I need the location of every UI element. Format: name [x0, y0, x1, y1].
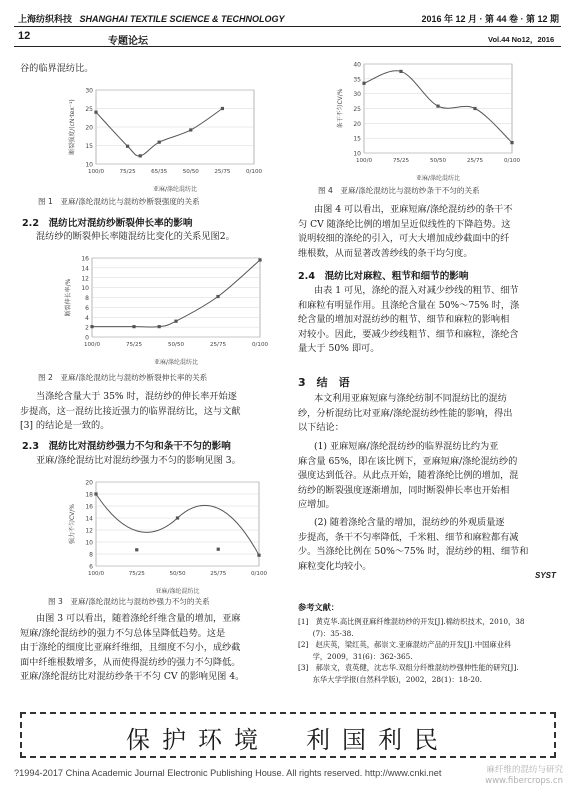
y-tick-label: 14 — [85, 515, 93, 523]
reference-line: 东华大学学报(自然科学版)，2002，28(1)：18-20. — [298, 674, 482, 684]
y-tick-label: 20 — [353, 120, 361, 128]
data-point — [176, 516, 179, 519]
y-tick-label: 20 — [85, 479, 93, 487]
y-tick-label: 10 — [81, 285, 89, 293]
y-tick-label: 25 — [353, 106, 361, 113]
series-line — [92, 260, 260, 327]
data-point — [436, 105, 439, 108]
section-3-title: 3 结 语 — [298, 376, 350, 389]
figure-1-chart — [62, 84, 262, 194]
x-tick-label: 65/35 — [151, 169, 168, 175]
slogan-banner — [20, 712, 556, 758]
paragraph-s22: 混纺纱的断裂伸长率随混纺比变化的关系见图2。 — [36, 231, 235, 242]
reference-line: (7)：35-38. — [298, 628, 354, 638]
y-axis-label: 条干不匀CV/% — [337, 88, 344, 129]
paragraph-p3: 由图 3 可以看出，随着涤纶纤维含量的增加，亚麻 短麻/涤纶混纺纱的强力不匀总体呈降低趋势。这是 由于涤纶的细度比亚麻纤维细，且细度不匀小，成纱截 面中纤维根数增多，从而使得混纺纱的强力不匀降低。 亚麻/涤纶混纺比对混纺纱条干不匀 CV 的影响见图 4。 — [20, 613, 245, 683]
x-axis-label: 亚麻/涤纶混纺比 — [155, 588, 200, 595]
paragraph-s23: 亚麻/涤纶混纺比对混纺纱强力不匀的影响见图 3。 — [36, 455, 241, 466]
y-tick-label: 8 — [85, 295, 89, 302]
x-tick-label: 25/75 — [209, 342, 227, 348]
data-point — [126, 145, 129, 148]
journal-title — [18, 12, 285, 25]
header-rule-2 — [14, 46, 561, 47]
x-tick-label: 100/0 — [87, 571, 105, 577]
data-point — [399, 70, 402, 73]
x-tick-label: 50/50 — [429, 158, 447, 164]
y-axis-label: 断裂伸长率/% — [65, 278, 72, 317]
paragraph-p5: 由表 1 可见，涤纶的混入对减少纱线的粗节、细节 和麻粒有明显作用。且涤纶含量在 50%～75% 时，涤 纶含量的增加对混纺纱的粗节、细节和麻粒的影响相 对较小。因此，要减少纱线粗节、细节和麻粒，涤纶含 量大于 50% 即可。 — [298, 285, 520, 355]
series-line — [96, 494, 259, 555]
x-tick-label: 25/75 — [466, 158, 484, 164]
section-2-2-title: 2.2 混纺比对混纺纱断裂伸长率的影响 — [22, 218, 193, 229]
y-tick-label: 6 — [89, 563, 93, 571]
data-point — [258, 258, 261, 261]
x-tick-label: 50/50 — [182, 169, 199, 175]
data-point — [158, 141, 161, 144]
x-tick-label: 25/75 — [210, 571, 227, 577]
y-tick-label: 2 — [85, 324, 89, 332]
column-name: 专题论坛 — [108, 36, 148, 47]
journal-logo: SYST — [535, 571, 556, 580]
paragraph-p0: 谷的临界混纺比。 — [20, 63, 94, 74]
data-point — [139, 154, 142, 157]
x-tick-label: 0/100 — [250, 571, 267, 577]
y-tick-label: 10 — [85, 161, 93, 169]
y-tick-label: 12 — [85, 527, 93, 535]
journal-title-cn: 上海纺织科技 — [18, 14, 73, 24]
reference-line: [2] 赵庆英，梁红英，郝崇文.亚麻混纺产品的开发[J].中国麻业科 — [298, 640, 512, 649]
y-tick-label: 14 — [81, 265, 89, 273]
y-tick-label: 30 — [353, 91, 361, 99]
figure-2-caption: 图 2 亚麻/涤纶混纺比与混纺纱断裂伸长率的关系 — [38, 373, 208, 382]
section-2-3-title: 2.3 混纺比对混纺纱强力不匀和条干不匀的影响 — [22, 441, 231, 452]
x-tick-label: 50/50 — [167, 342, 185, 348]
y-axis-label: 断裂强度/(cN·tex⁻¹) — [69, 99, 76, 155]
y-tick-label: 30 — [85, 87, 93, 95]
y-tick-label: 20 — [85, 124, 93, 132]
figure-3-chart — [62, 476, 267, 596]
figure-1-caption: 图 1 亚麻/涤纶混纺比与混纺纱断裂强度的关系 — [38, 197, 200, 206]
data-point — [135, 548, 138, 551]
y-tick-label: 10 — [85, 539, 93, 547]
figure-4-chart — [330, 58, 520, 183]
references-list — [298, 616, 556, 685]
data-point — [132, 325, 135, 328]
watermark-line-1: 麻纤维的混纺与研究 — [486, 765, 563, 775]
data-point — [217, 548, 220, 551]
y-tick-label: 12 — [81, 275, 89, 283]
journal-title-en: SHANGHAI TEXTILE SCIENCE & TECHNOLOGY — [79, 14, 285, 24]
paragraph-p8: (2) 随着涤纶含量的增加，混纺纱的外观质量逐 步提高，条干不匀率降低，千米粗、细节和麻粒都有减 少。当涤纶比例在 50%～75% 时，混纺纱的粗、细节和 麻粒变化均较小。 — [298, 517, 529, 572]
data-point — [473, 107, 476, 110]
x-tick-label: 75/25 — [125, 342, 143, 348]
y-tick-label: 0 — [85, 334, 89, 342]
volume-info: Vol.44 No12，2016 — [488, 35, 555, 44]
x-tick-label: 75/25 — [128, 571, 145, 577]
y-tick-label: 15 — [353, 135, 361, 143]
paragraph-p7: (1) 亚麻短麻/涤纶混纺纱的临界混纺比约为亚 麻含量 65%，即在该比例下，亚麻短麻/涤纶混纺纱的 强度达到低谷。从此点开始，随着涤纶比例的增加，混 纺纱的断裂强度逐渐增加，同时断裂伸长率也开始相 应增加。 — [298, 441, 519, 511]
y-tick-label: 35 — [353, 76, 361, 84]
data-point — [94, 111, 97, 114]
data-point — [221, 107, 224, 110]
data-point — [510, 141, 513, 144]
x-tick-label: 25/75 — [214, 169, 231, 175]
x-tick-label: 75/25 — [119, 169, 136, 175]
paragraph-p4: 由图 4 可以看出，亚麻短麻/涤纶混纺纱的条干不 匀 CV 随涤纶比例的增加呈近似线性的下降趋势。这 说明较细的涤纶的引入，可大大增加成纱截面中的纤 维根数，从而显著改善纱线的条干均匀度。 — [298, 204, 513, 259]
references-title: 参考文献： — [298, 602, 339, 612]
x-tick-label: 100/0 — [87, 169, 105, 175]
series-line — [96, 109, 222, 156]
y-tick-label: 15 — [85, 143, 93, 150]
figure-4-caption: 图 4 亚麻/涤纶混纺比与混纺纱条干不匀的关系 — [318, 186, 480, 195]
issue-info: 2016 年 12 月 · 第 44 卷 · 第 12 期 — [421, 14, 559, 24]
y-axis-label: 强力不匀CV/% — [69, 503, 76, 545]
y-tick-label: 16 — [85, 503, 93, 511]
page-number: 12 — [18, 30, 31, 42]
data-point — [90, 325, 93, 328]
x-axis-label: 亚麻/涤纶混纺比 — [415, 175, 461, 182]
x-tick-label: 100/0 — [83, 342, 101, 348]
data-point — [257, 554, 260, 557]
paragraph-p2: 当涤纶含量大于 35% 时，混纺纱的伸长率开始逐 步提高，这一混纺比接近强力的临界混纺比，这与文献 [3] 的结论是一致的。 — [20, 391, 241, 432]
data-point — [216, 295, 219, 298]
figure-3-caption: 图 3 亚麻/涤纶混纺比与混纺纱强力不匀的关系 — [48, 597, 210, 606]
data-point — [189, 128, 192, 131]
x-tick-label: 75/25 — [392, 158, 410, 164]
x-tick-label: 100/0 — [355, 158, 373, 164]
reference-line: [3] 郝崇文，袁英健，沈志华.双组分纤维混纺纱强伸性能的研究[J]. — [298, 663, 519, 672]
section-2-4-title: 2.4 混纺比对麻粒、粗节和细节的影响 — [298, 271, 469, 282]
y-tick-label: 8 — [89, 551, 93, 559]
y-tick-label: 4 — [85, 314, 89, 322]
x-tick-label: 0/100 — [503, 158, 520, 164]
reference-line: 学，2009，31(6)：362-365. — [298, 651, 413, 661]
data-point — [362, 82, 365, 85]
watermark-line-2: www.fibercrops.cn — [485, 776, 563, 786]
y-tick-label: 18 — [85, 491, 93, 499]
reference-line: [1] 黄克华.高比例亚麻纤维混纺纱的开发[J].棉纺织技术，2010，38 — [298, 617, 525, 626]
y-tick-label: 25 — [85, 106, 93, 113]
x-tick-label: 0/100 — [251, 342, 268, 348]
copyright-footer: ?1994-2017 China Academic Journal Electronic Publishing House. All rights reserved. http://www.cnki.net — [14, 768, 442, 778]
slogan-text: 保护环境 利国利民 — [126, 726, 450, 754]
x-tick-label: 50/50 — [169, 571, 186, 577]
data-point — [158, 325, 161, 328]
y-tick-label: 6 — [85, 304, 89, 312]
y-tick-label: 16 — [81, 255, 89, 263]
x-axis-label: 亚麻/涤纶混纺比 — [153, 359, 199, 366]
x-axis-label: 亚麻/涤纶混纺比 — [152, 186, 198, 193]
paragraph-p6: 本文利用亚麻短麻与涤纶纺制不同混纺比的混纺 纱，分析混纺比对亚麻/涤纶混纺纱性能的影响，得出 以下结论： — [298, 393, 513, 434]
data-point — [174, 320, 177, 323]
x-tick-label: 0/100 — [245, 169, 262, 175]
data-point — [94, 492, 97, 495]
y-tick-label: 10 — [353, 150, 361, 158]
y-tick-label: 40 — [353, 61, 361, 69]
plot-frame — [96, 482, 259, 566]
header-rule — [14, 26, 561, 27]
figure-2-chart — [58, 252, 268, 367]
